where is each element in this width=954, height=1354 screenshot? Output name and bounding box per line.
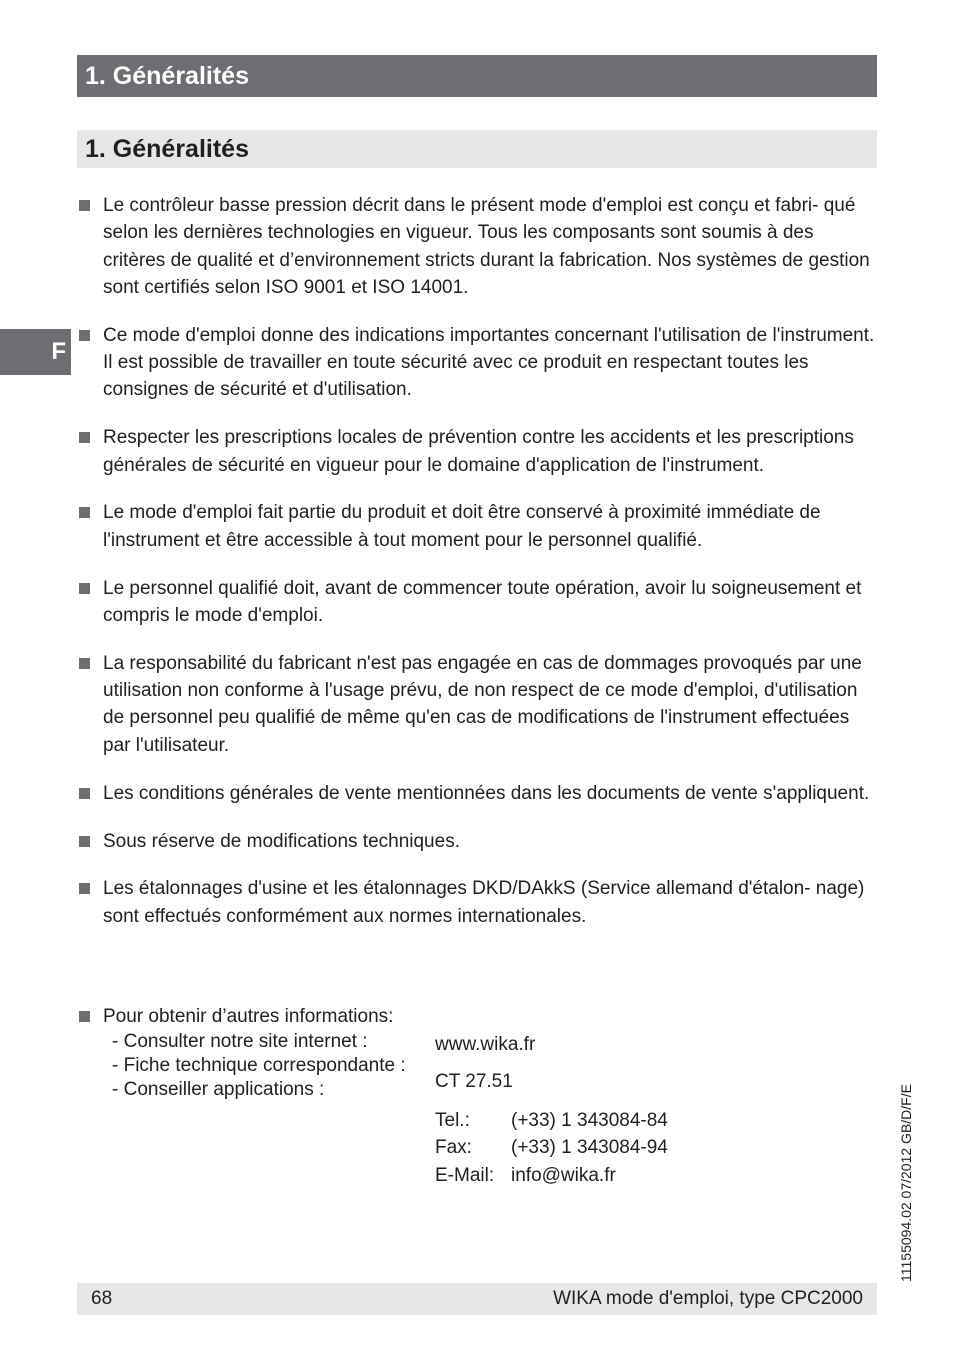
website-link[interactable]: www.wika.fr xyxy=(435,1034,536,1055)
bullet-list xyxy=(77,192,877,951)
list-item xyxy=(77,192,877,301)
advisor-label: - Conseiller applications : xyxy=(112,1079,325,1100)
website-label: - Consulter notre site internet : xyxy=(112,1031,368,1052)
list-item-text: Les étalonnages d'usine et les étalonnages DKD/DAkkS (Service allemand d'étalon- nage) sont effectués conformément aux normes internationales. xyxy=(103,878,865,927)
datasheet-value: CT 27.51 xyxy=(435,1070,513,1092)
contact-info xyxy=(77,1003,877,1187)
contact-labels xyxy=(112,1030,422,1102)
contact-values xyxy=(435,1031,735,1190)
list-item-text: Respecter les prescriptions locales de prévention contre les accidents et les prescriptions générales de sécurité en vigueur pour le domaine d'application de l'instrument. xyxy=(103,427,854,476)
footer-doc-title: WIKA mode d'emploi, type CPC2000 xyxy=(553,1288,863,1309)
header-title: 1. Généralités xyxy=(85,62,249,90)
list-item xyxy=(77,828,877,855)
tel-value: (+33) 1 343084-84 xyxy=(511,1109,668,1131)
section-heading xyxy=(77,130,877,168)
list-item xyxy=(77,780,877,807)
list-item xyxy=(77,499,877,554)
fax-row xyxy=(435,1134,735,1162)
square-bullet-icon xyxy=(79,1011,90,1022)
section-title: 1. Généralités xyxy=(85,135,249,163)
square-bullet-icon xyxy=(79,200,90,211)
list-item-text: Sous réserve de modifications techniques. xyxy=(103,830,460,852)
list-item-text: Le personnel qualifié doit, avant de commencer toute opération, avoir lu soigneusement et compris le mode d'emploi. xyxy=(103,577,862,626)
square-bullet-icon xyxy=(79,883,90,894)
list-item xyxy=(77,650,877,759)
contact-intro: Pour obtenir d’autres informations: xyxy=(103,1006,394,1027)
list-item-text: Le contrôleur basse pression décrit dans le présent mode d'emploi est conçu et fabri- qué selon les dernières technologies en vigueur. Tous les composants sont soumis à des critères de qualité et d’environnement stricts durant la fabrication. Nos systèmes de gestion sont certifiés selon ISO 9001 et ISO 14001. xyxy=(103,195,870,298)
language-tab-label: F xyxy=(51,338,66,365)
list-item-text: La responsabilité du fabricant n'est pas engagée en cas de dommages provoqués par une utilisation non conforme à l'usage prévu, de non respect de ce mode d'emploi, d'utilisation de personnel peu qualifié de même qu'en cas de modifications de l'instrument effectuées par l'utilisateur. xyxy=(103,652,862,756)
page-footer xyxy=(77,1283,877,1315)
page-header xyxy=(77,55,877,97)
square-bullet-icon xyxy=(79,836,90,847)
tel-key: Tel.: xyxy=(435,1109,470,1131)
language-tab xyxy=(0,329,71,375)
square-bullet-icon xyxy=(79,583,90,594)
page-number: 68 xyxy=(91,1288,113,1309)
document-code: 11155094.02 07/2012 GB/D/F/E xyxy=(898,1084,914,1282)
list-item xyxy=(77,322,877,404)
tel-row xyxy=(435,1107,735,1135)
list-item-text: Les conditions générales de vente mentionnées dans les documents de vente s'appliquent. xyxy=(103,782,870,804)
list-item xyxy=(77,424,877,479)
fax-key: Fax: xyxy=(435,1137,472,1159)
datasheet-label: - Fiche technique correspondante : xyxy=(112,1055,406,1076)
email-row xyxy=(435,1162,735,1190)
square-bullet-icon xyxy=(79,788,90,799)
square-bullet-icon xyxy=(79,507,90,518)
square-bullet-icon xyxy=(79,330,90,341)
square-bullet-icon xyxy=(79,658,90,669)
list-item xyxy=(77,875,877,930)
list-item-text: Ce mode d'emploi donne des indications importantes concernant l'utilisation de l'instrument. Il est possible de travailler en toute sécurité avec ce produit en respectant toutes les consignes de sécurité et d'utilisation. xyxy=(103,324,875,401)
email-link[interactable]: info@wika.fr xyxy=(511,1165,616,1187)
fax-value: (+33) 1 343084-94 xyxy=(511,1137,668,1159)
list-item xyxy=(77,575,877,630)
square-bullet-icon xyxy=(79,432,90,443)
email-key: E-Mail: xyxy=(435,1165,495,1187)
list-item-text: Le mode d'emploi fait partie du produit et doit être conservé à proximité immédiate de l'instrument et être accessible à tout moment pour le personnel qualifié. xyxy=(103,502,821,551)
